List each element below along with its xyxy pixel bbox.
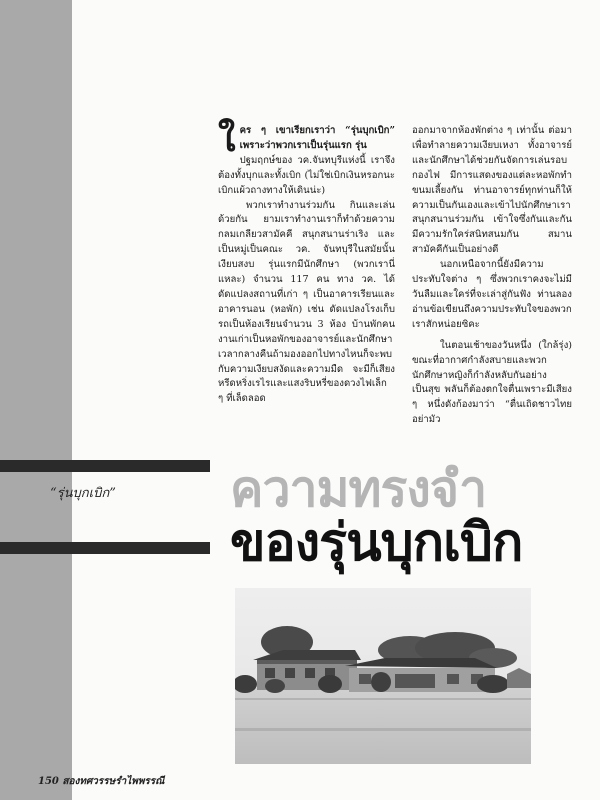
drop-cap: ใ xyxy=(218,119,236,160)
article-column-1 xyxy=(218,119,395,407)
article-lead xyxy=(218,119,395,160)
divider-bar-top xyxy=(0,460,210,472)
paragraph: ออกมาจากห้องพักต่าง ๆ เท่านั้น ต่อมาเพื่อทำลายความเงียบเหงา ทั้งอาจารย์และนักศึกษาได้ช่วยกันจัดการเล่นรอบกองไฟ มีการแสดงของแต่ละหอพักทำขนมเลี้ยงกัน ท่านอาจารย์ทุกท่านก็ให้ความเป็นกันเองและเข้าไปนักศึกษาเราสนุกสนานร่วมกัน เข้าใจซึ่งกันและกัน มีความรักใคร่สนิทสนมกัน สมานสามัคคีกันเป็นอย่างดี xyxy=(412,125,572,256)
paragraph: ในตอนเช้าของวันหนึ่ง (ใกล้รุ่ง) ขณะที่อากาศกำลังสบายและพวกนักศึกษาหญิงก็กำลังหลับกันอย่างเป็นสุข พลันก็ต้องตกใจตื่นเพราะมีเสียง ๆ หนึ่งดังก้องมาว่า “ตื่นเถิดชาวไทย อย่ามัว xyxy=(412,339,572,426)
page-side-strip xyxy=(0,0,72,800)
section-label: “รุ่นบุกเบิก” xyxy=(50,486,116,501)
page-footer: 150 สองทศวรรษรำไพพรรณี xyxy=(38,776,165,787)
headline-line-1: ความทรงจำ xyxy=(230,460,487,518)
headline-line-2: ของรุ่นบุกเบิก xyxy=(230,513,523,573)
paragraph: พวกเราทำงานร่วมกัน กินและเล่นด้วยกัน ยามเราทำงานเราก็ทำด้วยความกลมเกลียวสามัคคี สนุกสนานร่าเริง และเป็นหมู่เป็นคณะ วค. จันทบุรีในสมัยนั้นเงียบสงบ รุ่นแรกมีนักศึกษา (พวกเรานี่แหละ) จำนวน 117 คน ทาง วค. ได้ดัดแปลงสถานที่เก่า ๆ เป็นอาคารเรียนและอาคารนอน (หอพัก) เช่น ดัดแปลงโรงเก็บรถเป็นห้องเรียนจำนวน 3 ห้อง บ้านพักคนงานเก่าเป็นหอพักของอาจารย์และนักศึกษา เวลากลางคืนถ้ามองออกไปทางไหนก็จะพบกับความเงียบสงัดและความมืด จะมีก็เสียงหรีดหริ่งเรไรและแสงริบหรี่ของดวงไฟเล็ก ๆ ที่เล็ดลอด xyxy=(218,199,395,405)
school-building-photo xyxy=(235,588,531,764)
article-column-2 xyxy=(412,124,572,428)
paragraph: ปฐมฤกษ์ของ วค.จันทบุรีแห่งนี้ เราจึงต้องทั้งบุกและทั้งเบิก (ไม่ใช่เบิกเงินหรอกนะ เบิกแผ้วถางทางให้เดินน่ะ) xyxy=(218,154,395,196)
divider-bar-bottom xyxy=(0,542,210,554)
paragraph: นอกเหนือจากนี้ยังมีความประทับใจต่าง ๆ ซึ่งพวกเราคงจะไม่มีวันลืมและใคร่ที่จะเล่าสู่กันฟัง ท่านลองอ่านข้อเขียนถึงความประทับใจของพวกเราสักหน่อยซิคะ xyxy=(412,259,572,330)
lead-bold-text: คร ๆ เขาเรียกเราว่า “รุ่นบุกเบิก” เพราะว่าพวกเราเป็นรุ่นแรก รุ่น xyxy=(239,125,395,151)
